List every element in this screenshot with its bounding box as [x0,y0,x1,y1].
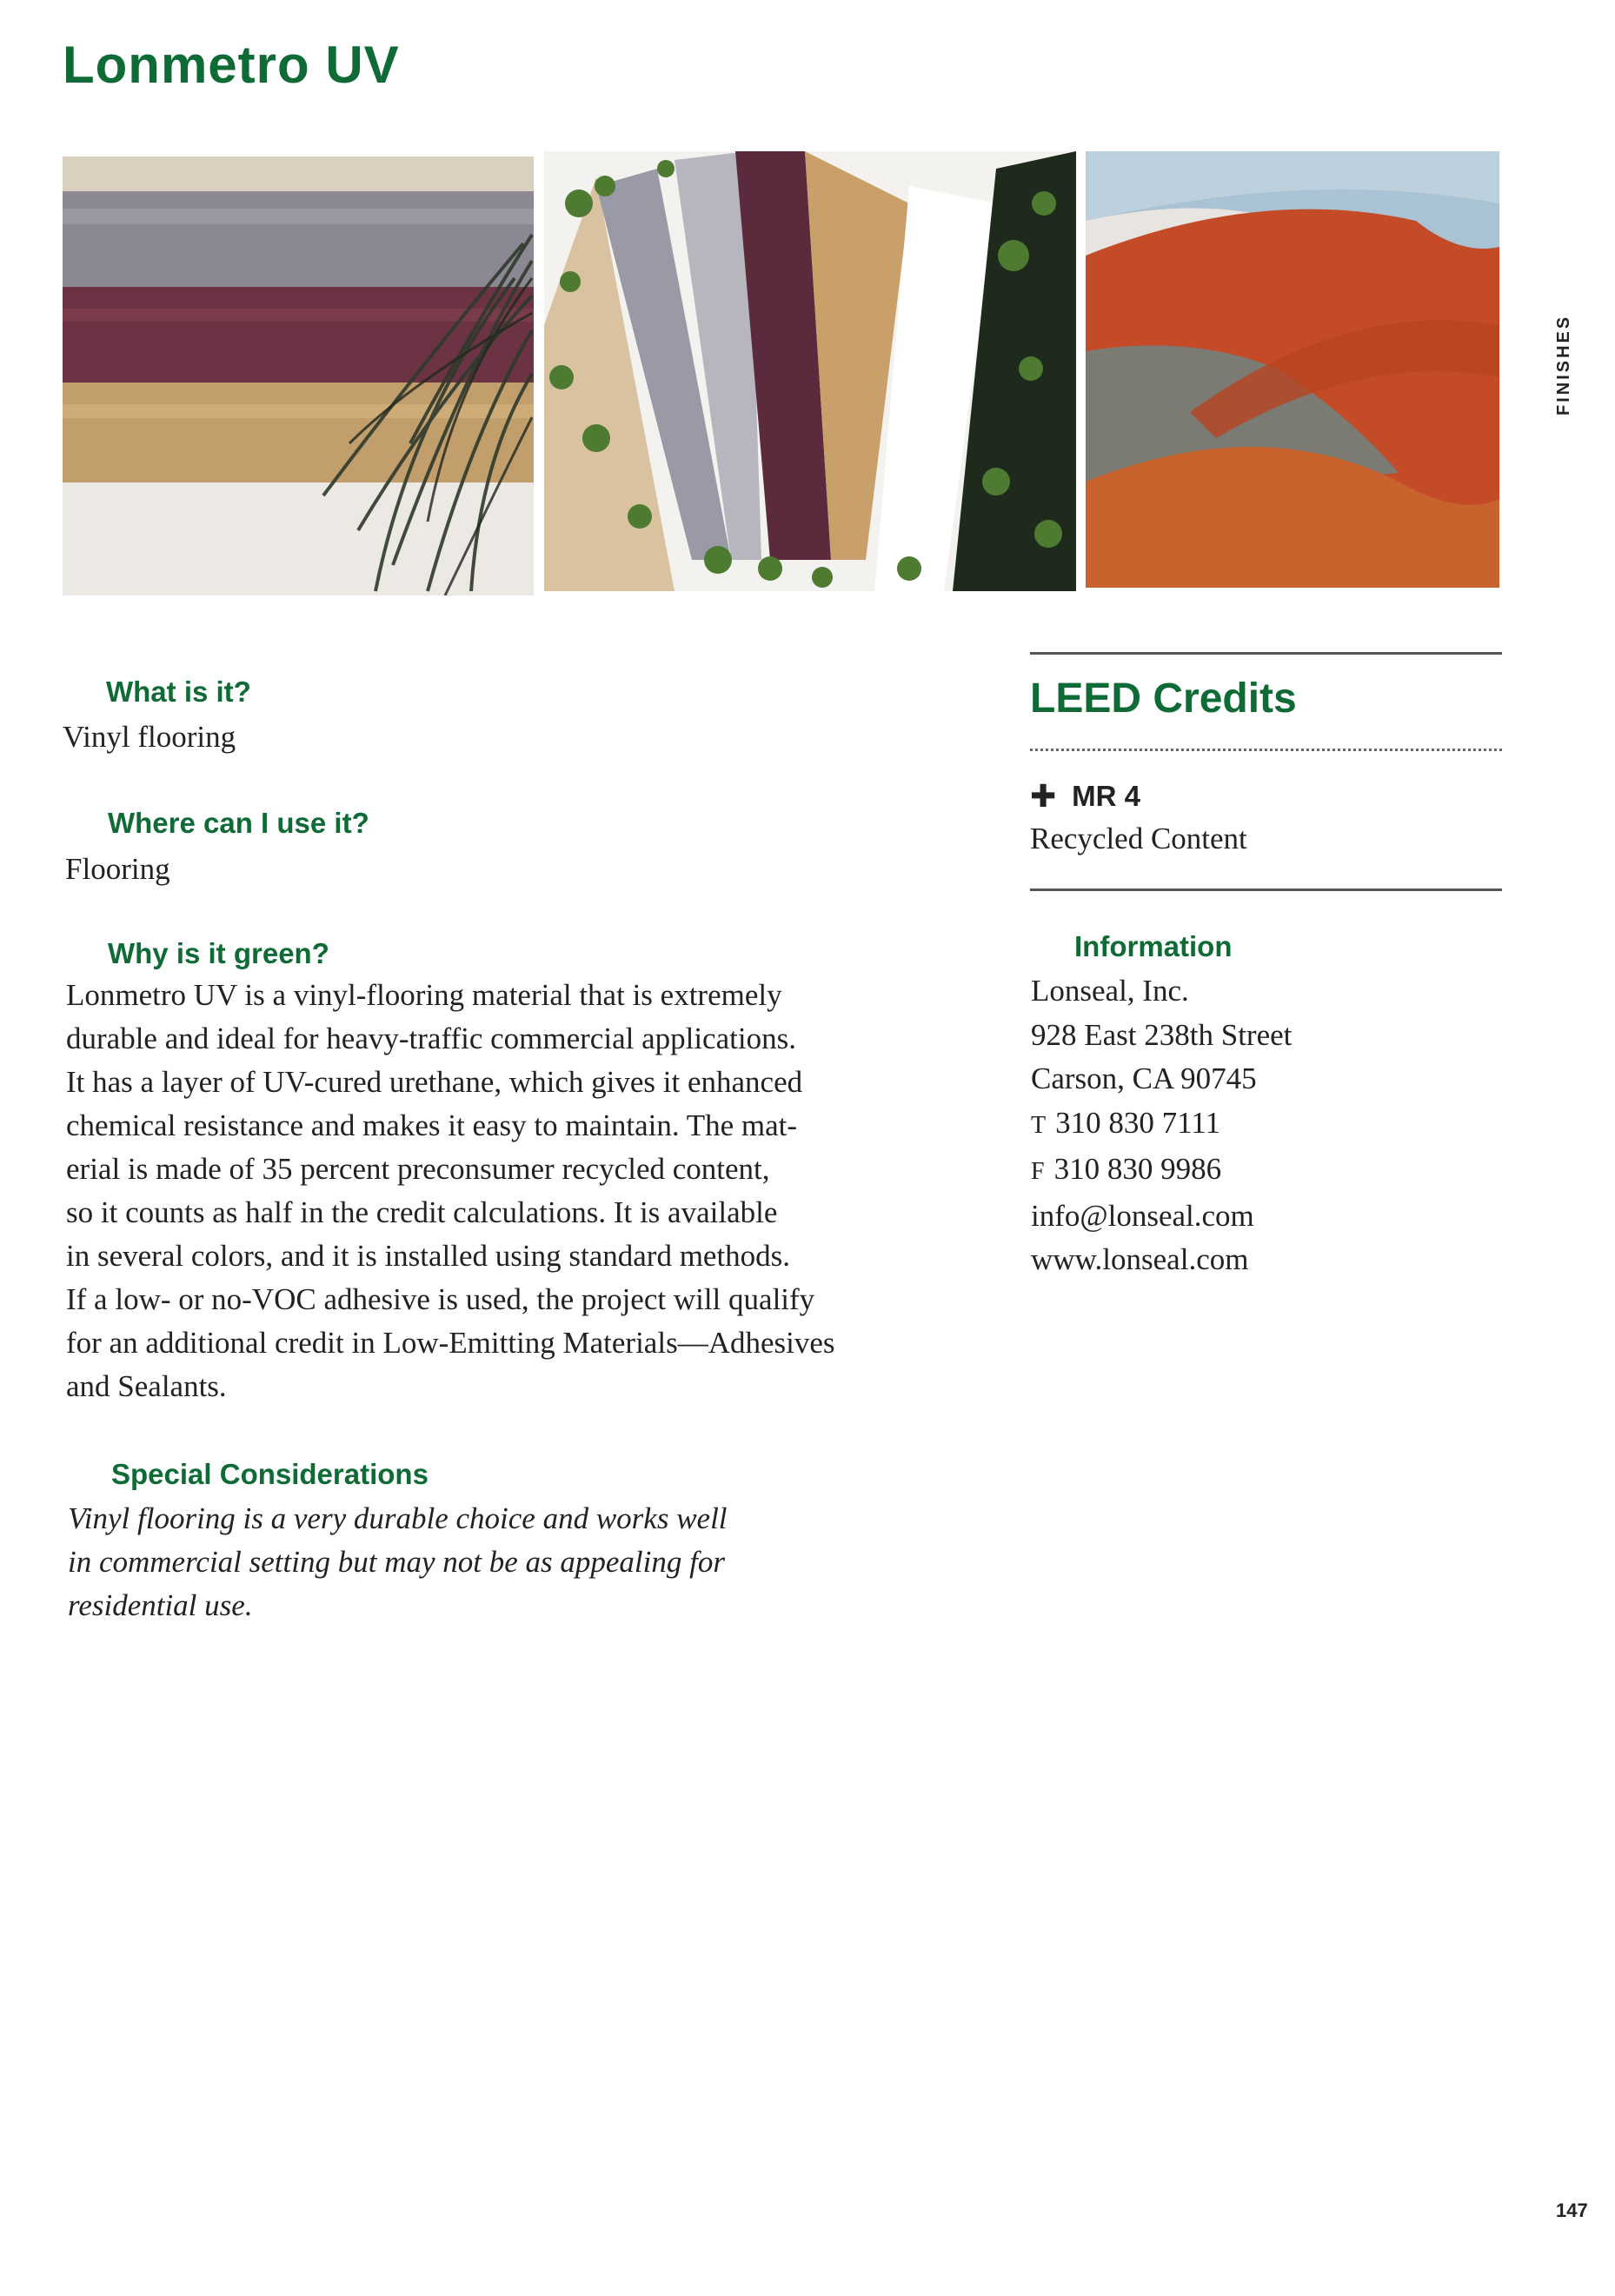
special-heading: Special Considerations [111,1458,429,1490]
leed-title: LEED Credits [1030,675,1297,722]
what-heading: What is it? [106,675,251,708]
divider [1030,652,1502,655]
what-text: Vinyl flooring [63,720,236,754]
email-link[interactable]: info@lonseal.com [1031,1198,1254,1233]
phone-line [1031,1101,1292,1148]
product-photo-curves [1086,151,1499,588]
paragraph-line: chemical resistance and makes it easy to maintain. The mat- [66,1108,797,1142]
information-heading: Information [1074,930,1233,962]
paragraph-line: If a low- or no-VOC adhesive is used, the project will qualify [66,1282,815,1316]
page-title: Lonmetro UV [63,36,400,94]
website-link[interactable]: www.lonseal.com [1031,1242,1249,1276]
why-heading: Why is it green? [108,937,329,969]
paragraph-line: Lonmetro UV is a vinyl-flooring material that is extremely [66,978,782,1012]
credit-code [1030,778,1140,815]
dotted-divider [1030,749,1502,751]
why-paragraph [66,974,987,1408]
paragraph-line: and Sealants. [66,1369,227,1403]
credit-code-label: MR 4 [1072,780,1141,812]
page-number: 147 [1556,2200,1588,2221]
company-name: Lonseal, Inc. [1031,974,1189,1008]
paragraph-line: in several colors, and it is installed using standard methods. [66,1239,791,1273]
paragraph-line: Vinyl flooring is a very durable choice and works well [68,1501,728,1535]
section-tab: FINISHES [1554,314,1573,416]
where-text: Flooring [65,852,170,886]
phone-label: T [1031,1111,1047,1139]
paragraph-line: erial is made of 35 percent preconsumer recycled content, [66,1152,770,1186]
fax-number: 310 830 9986 [1053,1152,1222,1186]
product-photo-rolls [63,156,534,596]
fax-label: F [1031,1158,1046,1185]
plus-icon: ✚ [1030,778,1057,814]
paragraph-line: durable and ideal for heavy-traffic commercial applications. [66,1022,796,1055]
street-address: 928 East 238th Street [1031,1017,1293,1052]
paragraph-line: so it counts as half in the credit calculations. It is available [66,1195,778,1229]
where-heading: Where can I use it? [108,807,369,839]
paragraph-line: It has a layer of UV-cured urethane, which gives it enhanced [66,1065,803,1099]
paragraph-line: in commercial setting but may not be as appealing for [68,1545,725,1579]
paragraph-line: residential use. [68,1588,253,1622]
city-state-zip: Carson, CA 90745 [1031,1061,1257,1095]
product-photo-cones [544,151,1076,591]
divider [1030,888,1502,891]
paragraph-line: for an additional credit in Low-Emitting Materials—Adhesives [66,1326,835,1360]
contact-block [1031,969,1292,1282]
phone-number: 310 830 7111 [1055,1105,1221,1140]
fax-line [1031,1148,1292,1195]
credit-name: Recycled Content [1030,822,1247,855]
special-paragraph [68,1497,850,1627]
